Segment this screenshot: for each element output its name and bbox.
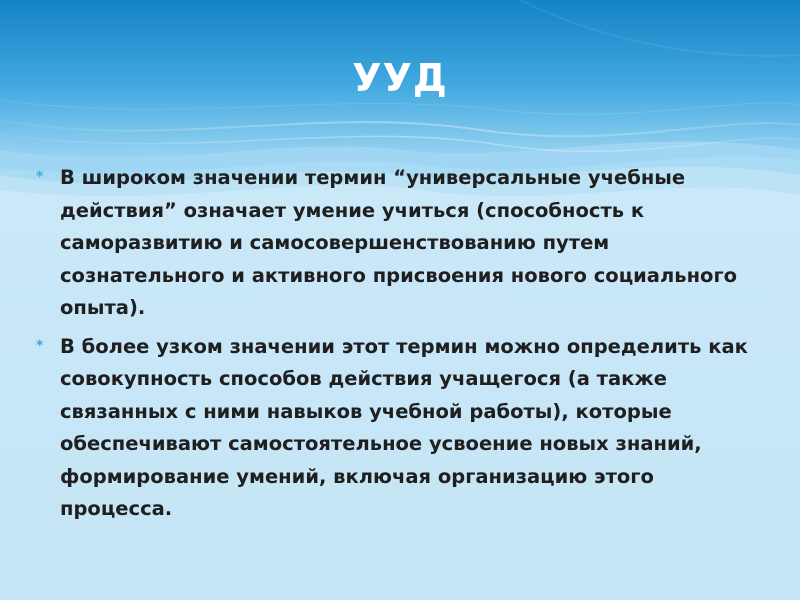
bullet-text: В более узком значении этот термин можно определить как совокупность способов действия учащегося (а также связанных с ними навыков учебной работы), которые обеспечивают самостоятельное усвоение новых знаний, формирование умений, включая организацию этого процесса. [60, 334, 748, 520]
slide-title: УУД [352, 56, 448, 100]
bullet-list [36, 162, 756, 532]
bullet-item [36, 162, 756, 325]
bullet-star-icon: * [36, 169, 44, 185]
bullet-text: В широком значении термин “универсальные учебные действия” означает умение учиться (способность к саморазвитию и самосовершенствованию путем сознательного и активного присвоения нового социального опыта). [60, 166, 738, 319]
bullet-item [36, 331, 756, 526]
bullet-star-icon: * [36, 337, 44, 354]
